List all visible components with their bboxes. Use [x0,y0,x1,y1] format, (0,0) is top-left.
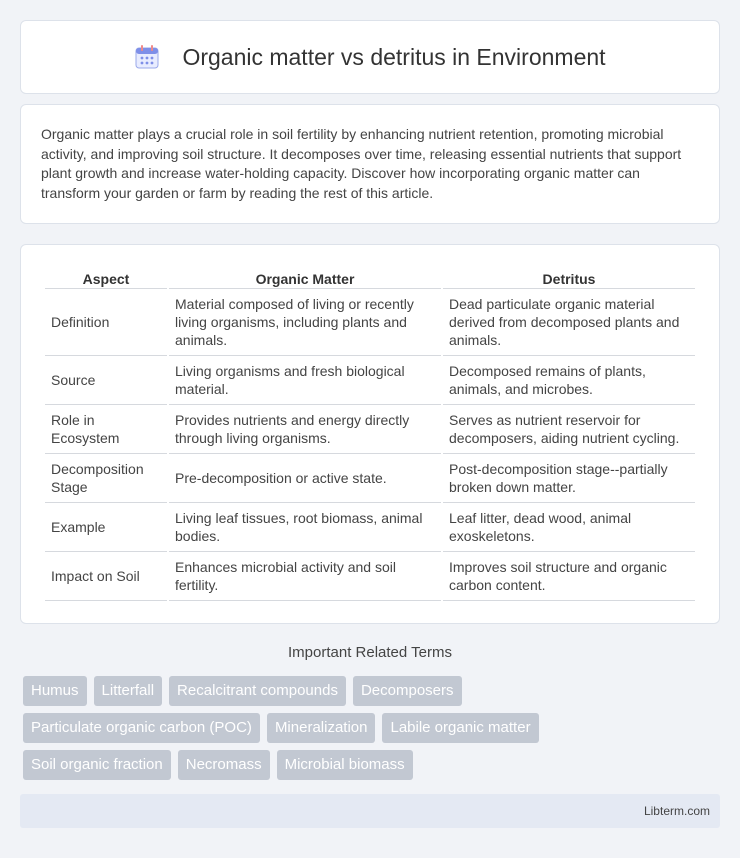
table-cell: Decomposed remains of plants, animals, and microbes. [443,356,695,405]
table-cell: Decomposition Stage [45,454,167,503]
table-cell: Living leaf tissues, root biomass, animal bodies. [169,503,441,552]
page-title: Organic matter vs detritus in Environment [182,43,606,70]
intro-card [20,104,720,224]
tag-mineralization[interactable]: Mineralization [267,713,376,743]
table-row [45,289,695,356]
intro-text: Organic matter plays a crucial role in soil fertility by enhancing nutrient retention, promoting microbial activity, and improving soil structure. It decomposes over time, releasing essential nutrients that support plant growth and increase water-holding capacity. Discover how incorporating organic matter can transform your garden or farm by reading the rest of this article. [41,126,682,201]
tag-row [23,676,723,706]
footer [20,794,720,828]
table-cell: Definition [45,289,167,356]
column-header-aspect: Aspect [45,263,167,289]
table-row [45,552,695,601]
tag-soil-organic-fraction[interactable]: Soil organic fraction [23,750,171,780]
comparison-table [43,263,697,601]
tag-decomposers[interactable]: Decomposers [353,676,462,706]
column-header-organic-matter: Organic Matter [169,263,441,289]
table-cell: Post-decomposition stage--partially broken down matter. [443,454,695,503]
comparison-table-card [20,244,720,624]
tag-particulate-organic-carbon[interactable]: Particulate organic carbon (POC) [23,713,260,743]
related-terms-list [23,676,723,787]
tag-recalcitrant-compounds[interactable]: Recalcitrant compounds [169,676,346,706]
table-cell: Improves soil structure and organic carbon content. [443,552,695,601]
tag-humus[interactable]: Humus [23,676,87,706]
table-cell: Example [45,503,167,552]
table-cell: Living organisms and fresh biological material. [169,356,441,405]
tag-necromass[interactable]: Necromass [178,750,270,780]
tag-litterfall[interactable]: Litterfall [94,676,163,706]
related-terms-title: Important Related Terms [288,644,452,661]
table-cell: Dead particulate organic material derived from decomposed plants and animals. [443,289,695,356]
table-cell: Enhances microbial activity and soil fertility. [169,552,441,601]
table-cell: Source [45,356,167,405]
tag-labile-organic-matter[interactable]: Labile organic matter [382,713,538,743]
tag-microbial-biomass[interactable]: Microbial biomass [277,750,413,780]
table-cell: Impact on Soil [45,552,167,601]
table-cell: Serves as nutrient reservoir for decomposers, aiding nutrient cycling. [443,405,695,454]
table-row [45,356,695,405]
header-card [20,20,720,94]
table-cell: Leaf litter, dead wood, animal exoskeletons. [443,503,695,552]
calendar-icon [134,44,160,70]
tag-row [23,750,723,780]
column-header-detritus: Detritus [443,263,695,289]
table-row [45,454,695,503]
table-cell: Role in Ecosystem [45,405,167,454]
table-cell: Provides nutrients and energy directly through living organisms. [169,405,441,454]
table-row [45,405,695,454]
table-header-row [45,263,695,289]
table-cell: Pre-decomposition or active state. [169,454,441,503]
footer-site-link[interactable]: Libterm.com [643,804,710,818]
tag-row [23,713,723,743]
table-row [45,503,695,552]
table-cell: Material composed of living or recently living organisms, including plants and animals. [169,289,441,356]
